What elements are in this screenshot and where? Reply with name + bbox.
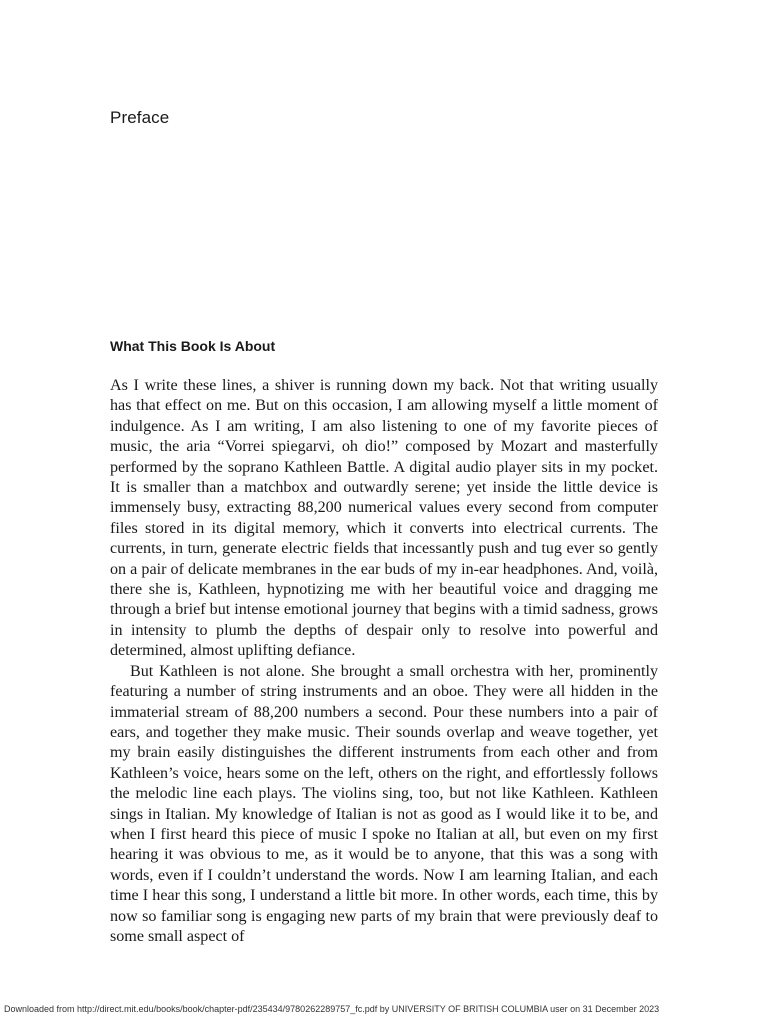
section-heading: What This Book Is About [110, 338, 276, 354]
paragraph: As I write these lines, a shiver is running down my back. Not that writing usually has that effect on me. But on this occasion, I am allowing myself a little moment of indulgence. As I am writing, I am also listening to one of my favorite pieces of music, the aria “Vorrei spiegarvi, oh dio!” composed by Mozart and masterfully performed by the soprano Kathleen Battle. A digital audio player sits in my pocket. It is smaller than a matchbox and outwardly serene; yet inside the little device is immensely busy, extracting 88,200 numerical values every second from computer files stored in its digital memory, which it converts into electrical currents. The currents, in turn, generate electric fields that incessantly push and tug ever so gently on a pair of delicate membranes in the ear buds of my in-ear headphones. And, voilà, there she is, Kathleen, hypnotizing me with her beautiful voice and dragging me through a brief but intense emotional journey that begins with a timid sadness, grows in intensity to plumb the depths of despair only to resolve into powerful and determined, almost uplifting defiance. [110, 377, 658, 660]
chapter-title: Preface [110, 108, 170, 127]
download-footer-note: Downloaded from http://direct.mit.edu/books/book/chapter-pdf/235434/9780262289757_fc.pdf by UNIVERSITY OF BRITISH COLUMBIA user on 31 December 2023 [4, 1004, 660, 1014]
paragraph: But Kathleen is not alone. She brought a small orchestra with her, prominently featuring a number of string instruments and an oboe. They were all hidden in the immaterial stream of 88,200 numbers a second. Pour these numbers into a pair of ears, and together they make music. Their sounds overlap and weave together, yet my brain easily distinguishes the different instruments from each other and from Kathleen’s voice, hears some on the left, others on the right, and effortlessly follows the melodic line each plays. The violins sing, too, but not like Kathleen. Kathleen sings in Italian. My knowledge of Italian is not as good as I would like it to be, and when I first heard this piece of music I spoke no Italian at all, but even on my first hearing it was obvious to me, as it would be to anyone, that this was a song with words, even if I couldn’t understand the words. Now I am learning Italian, and each time I hear this song, I understand a little bit more. In other words, each time, this by now so familiar song is engaging new parts of my brain that were previously deaf to some small aspect of [110, 662, 658, 945]
body-text [110, 376, 658, 947]
